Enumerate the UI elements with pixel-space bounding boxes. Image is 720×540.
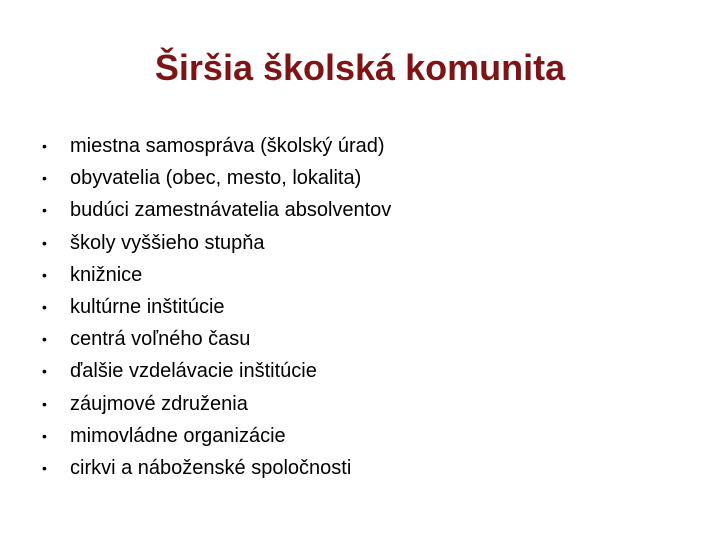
list-item — [36, 420, 696, 452]
bullet-icon: • — [42, 427, 47, 444]
bullet-icon: • — [42, 202, 47, 219]
bullet-icon: • — [42, 363, 47, 380]
list-item-text: mimovládne organizácie — [70, 424, 286, 447]
list-item-text: centrá voľného času — [70, 328, 251, 351]
list-item-text: cirkvi a náboženské spoločnosti — [70, 456, 352, 479]
bullet-icon: • — [42, 234, 47, 251]
list-item — [36, 388, 696, 420]
list-item — [36, 130, 696, 162]
list-item — [36, 194, 696, 226]
bullet-list — [36, 130, 696, 484]
list-item — [36, 355, 696, 387]
list-item-text: záujmové združenia — [70, 392, 248, 415]
bullet-icon: • — [42, 395, 47, 412]
list-item — [36, 259, 696, 291]
bullet-icon: • — [42, 331, 47, 348]
list-item — [36, 452, 696, 484]
bullet-icon: • — [42, 298, 47, 315]
list-item-text: budúci zamestnávatelia absolventov — [70, 199, 392, 222]
list-item-text: obyvatelia (obec, mesto, lokalita) — [70, 167, 362, 190]
list-item — [36, 323, 696, 355]
list-item — [36, 162, 696, 194]
bullet-icon: • — [42, 138, 47, 154]
list-item — [36, 227, 696, 259]
bullet-icon: • — [42, 170, 47, 187]
list-item — [36, 291, 696, 323]
list-item-text: školy vyššieho stupňa — [70, 231, 265, 254]
list-item-text: knižnice — [70, 263, 143, 286]
list-item-text: miestna samospráva (školský úrad) — [70, 135, 385, 157]
slide-title: Širšia školská komunita — [154, 47, 566, 88]
list-item-text: ďalšie vzdelávacie inštitúcie — [70, 360, 317, 383]
bullet-icon: • — [42, 459, 47, 476]
list-item-text: kultúrne inštitúcie — [70, 295, 225, 318]
bullet-icon: • — [42, 266, 47, 283]
